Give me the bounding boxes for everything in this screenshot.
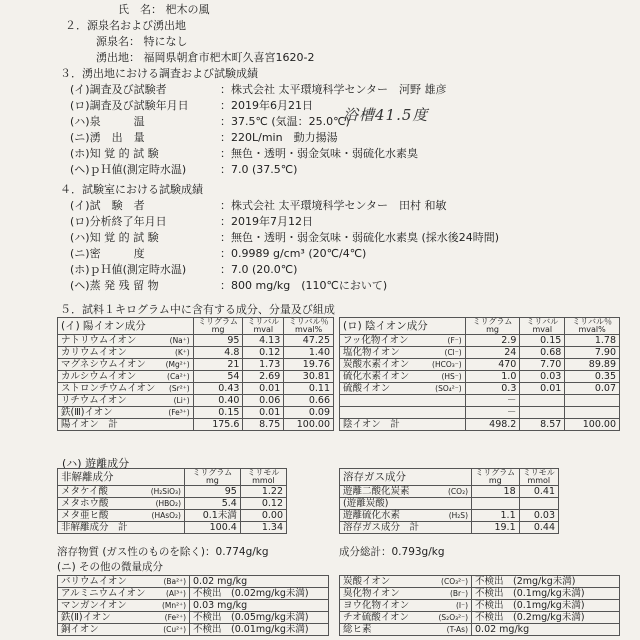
grand-total: 成分総計：0.793g/kg bbox=[339, 546, 445, 558]
ion-name: リチウムイオン bbox=[61, 395, 127, 406]
survey-key: (イ)調査及び試験者 bbox=[70, 83, 167, 96]
ion-name-cell bbox=[340, 486, 472, 498]
lab-test-row bbox=[70, 279, 387, 292]
value-cell: 0.11 bbox=[284, 383, 334, 395]
cation-h-pct-unit: mval% bbox=[294, 325, 323, 334]
ion-formula: (Sr²⁺) bbox=[169, 384, 190, 393]
ion-name: 硫酸イオン bbox=[343, 383, 391, 394]
trace-left-table bbox=[57, 575, 329, 636]
trace-name: 鉄(Ⅱ)イオン bbox=[61, 612, 111, 623]
cation-h-mval-label: ミリバル bbox=[247, 317, 280, 326]
trace-value: 0.03 mg/kg bbox=[190, 600, 329, 612]
anion-title: (ロ) 陰イオン成分 bbox=[340, 318, 466, 335]
ion-name-cell bbox=[340, 510, 472, 522]
value-cell: 7.90 bbox=[565, 347, 620, 359]
trace-name-cell bbox=[340, 588, 472, 600]
ion-formula: (HAsO₂) bbox=[151, 511, 181, 520]
value-cell: 4.13 bbox=[243, 335, 284, 347]
ion-name-cell bbox=[340, 395, 466, 407]
lab-test-value: ：7.0 (20.0℃) bbox=[220, 263, 298, 276]
ion-name-cell bbox=[58, 510, 185, 522]
section3-title: ３．湧出地における調査および試験成績 bbox=[60, 67, 258, 80]
trace-formula: (Cu²⁺) bbox=[163, 625, 186, 634]
ion-name: 塩化物イオン bbox=[343, 347, 400, 358]
value-cell bbox=[565, 395, 620, 407]
ion-formula: (Cl⁻) bbox=[444, 348, 462, 357]
dissolved-substance-total: 溶存物質 (ガス性のものを除く)：0.774g/kg bbox=[57, 546, 269, 558]
survey-row bbox=[70, 99, 313, 112]
total-label: 非解離成分 計 bbox=[58, 522, 185, 534]
ion-name: ナトリウムイオン bbox=[61, 335, 137, 346]
total-row bbox=[58, 419, 334, 431]
anion-h-mval bbox=[520, 318, 565, 335]
value-cell: 1.1 bbox=[472, 510, 520, 522]
survey-value: ：無色・透明・弱金気味・弱硫化水素臭 bbox=[220, 147, 418, 160]
trace-name-cell bbox=[340, 624, 472, 636]
trace-value: 不検出 (0.02mg/kg未満) bbox=[190, 588, 329, 600]
ion-name: メタホウ酸 bbox=[61, 498, 109, 509]
ion-name-cell bbox=[340, 383, 466, 395]
value-cell: 0.01 bbox=[243, 407, 284, 419]
ion-name-cell bbox=[340, 347, 466, 359]
table-row bbox=[58, 407, 334, 419]
undissoc-h-mmol bbox=[240, 469, 286, 486]
ion-formula: (H₂SiO₃) bbox=[150, 487, 181, 496]
value-cell: 24 bbox=[465, 347, 520, 359]
total-value: 1.34 bbox=[240, 522, 286, 534]
total-label: 溶存ガス成分 計 bbox=[340, 522, 472, 534]
value-cell: 0.00 bbox=[240, 510, 286, 522]
spring-location-value: 福岡県朝倉市杷木町久喜宮1620-2 bbox=[143, 51, 315, 64]
undissoc-h-mmol-label: ミリモル bbox=[247, 468, 280, 477]
ion-name: 遊離二酸化炭素 bbox=[343, 486, 410, 497]
value-cell bbox=[520, 395, 565, 407]
section5-title: ５．試料１キログラム中に含有する成分、分量及び組成 bbox=[60, 303, 335, 316]
value-cell: 1.73 bbox=[243, 359, 284, 371]
undissoc-h-mg-unit: mg bbox=[205, 476, 219, 485]
table-row bbox=[58, 335, 334, 347]
trace-name: チオ硫酸イオン bbox=[343, 612, 410, 623]
value-cell: 54 bbox=[193, 371, 243, 383]
lab-test-row bbox=[70, 215, 313, 228]
trace-value: 不検出 (0.2mg/kg未満) bbox=[472, 612, 620, 624]
anion-h-mval-label: ミリバル bbox=[526, 317, 559, 326]
ion-formula: (Na⁺) bbox=[169, 336, 190, 345]
trace-right-table bbox=[339, 575, 620, 636]
survey-value: ：220L/min 動力揚湯 bbox=[220, 131, 338, 144]
free-components-title: (ハ) 遊離成分 bbox=[62, 457, 130, 470]
value-cell: 19.76 bbox=[284, 359, 334, 371]
ion-name: メタ亜ヒ酸 bbox=[61, 510, 109, 521]
name-line bbox=[118, 3, 210, 16]
value-cell: 95 bbox=[185, 486, 241, 498]
source-name-label: 源泉名： bbox=[96, 35, 140, 48]
total-value: 100.00 bbox=[565, 419, 620, 431]
trace-name-cell bbox=[58, 612, 190, 624]
table-row bbox=[340, 510, 559, 522]
value-cell: 1.40 bbox=[284, 347, 334, 359]
total-value: 100.4 bbox=[185, 522, 241, 534]
ion-name-cell bbox=[58, 371, 194, 383]
survey-row bbox=[70, 83, 447, 96]
trace-formula: (CO₃²⁻) bbox=[441, 577, 468, 586]
gas-h-mmol-label: ミリモル bbox=[522, 468, 555, 477]
ion-name-cell bbox=[340, 335, 466, 347]
value-cell: 0.03 bbox=[520, 371, 565, 383]
trace-formula: (S₂O₃²⁻) bbox=[438, 613, 468, 622]
table-row bbox=[58, 510, 287, 522]
value-cell: 4.8 bbox=[193, 347, 243, 359]
value-cell: 1.22 bbox=[240, 486, 286, 498]
value-cell: 95 bbox=[193, 335, 243, 347]
trace-formula: (Mn²⁺) bbox=[161, 601, 186, 610]
table-row bbox=[340, 407, 620, 419]
trace-name-cell bbox=[340, 600, 472, 612]
trace-name: 臭化物イオン bbox=[343, 588, 400, 599]
cation-title: (イ) 陽イオン成分 bbox=[58, 318, 194, 335]
value-cell: 1.0 bbox=[465, 371, 520, 383]
cation-h-mg-unit: mg bbox=[211, 325, 225, 334]
value-cell: 1.78 bbox=[565, 335, 620, 347]
source-name-value: 特になし bbox=[143, 35, 188, 48]
cation-h-pct bbox=[284, 318, 334, 335]
trace-value: 不検出 (0.01mg/kg未満) bbox=[190, 624, 329, 636]
value-cell: 18 bbox=[472, 486, 520, 498]
ion-name: 鉄(Ⅲ)イオン bbox=[61, 407, 113, 418]
total-row bbox=[340, 522, 559, 534]
ion-name: (遊離炭酸) bbox=[343, 498, 389, 509]
value-cell: 2.69 bbox=[243, 371, 284, 383]
undissoc-h-mmol-unit: mmol bbox=[252, 476, 275, 485]
value-cell: 30.81 bbox=[284, 371, 334, 383]
value-cell: 470 bbox=[465, 359, 520, 371]
source-name-line bbox=[96, 35, 188, 48]
value-cell: 7.70 bbox=[520, 359, 565, 371]
ion-name-cell bbox=[58, 395, 194, 407]
survey-value: ：7.0 (37.5℃) bbox=[220, 163, 298, 176]
trace-name-cell bbox=[58, 576, 190, 588]
anion-h-pct-unit: mval% bbox=[578, 325, 606, 334]
value-cell: 0.40 bbox=[193, 395, 243, 407]
trace-value: 不検出 (0.1mg/kg未満) bbox=[472, 588, 620, 600]
undissoc-h-mg-label: ミリグラム bbox=[192, 468, 233, 477]
value-cell: 0.41 bbox=[519, 486, 558, 498]
value-cell: 0.43 bbox=[193, 383, 243, 395]
trace-name: バリウムイオン bbox=[61, 576, 127, 587]
trace-row bbox=[58, 624, 329, 636]
total-value: 19.1 bbox=[472, 522, 520, 534]
anion-h-pct-label: ミリバル％ bbox=[572, 317, 613, 326]
trace-row bbox=[58, 588, 329, 600]
table-row bbox=[340, 383, 620, 395]
value-cell: 0.01 bbox=[520, 383, 565, 395]
trace-name-cell bbox=[58, 588, 190, 600]
undissoc-title: 非解離成分 bbox=[58, 469, 185, 486]
value-cell: 0.12 bbox=[240, 498, 286, 510]
lab-test-value: ：2019年7月12日 bbox=[220, 215, 313, 228]
ion-formula: (Li⁺) bbox=[173, 396, 190, 405]
spring-location-line bbox=[96, 51, 314, 64]
trace-value: 不検出 (0.1mg/kg未満) bbox=[472, 600, 620, 612]
trace-name-cell bbox=[58, 600, 190, 612]
value-cell: 0.06 bbox=[243, 395, 284, 407]
ion-name-cell bbox=[340, 359, 466, 371]
ion-name: 遊離硫化水素 bbox=[343, 510, 401, 521]
value-cell: 47.25 bbox=[284, 335, 334, 347]
value-cell: － bbox=[465, 395, 520, 407]
section4-title: ４．試験室における試験成績 bbox=[60, 183, 203, 196]
gas-h-mg bbox=[472, 469, 520, 486]
value-cell: 0.15 bbox=[193, 407, 243, 419]
trace-row bbox=[340, 588, 620, 600]
trace-name: ヨウ化物イオン bbox=[343, 600, 410, 611]
survey-key: (ホ)知 覚 的 試 験 bbox=[70, 147, 159, 160]
trace-formula: (I⁻) bbox=[455, 601, 468, 610]
total-value: 175.6 bbox=[193, 419, 243, 431]
anion-table bbox=[339, 317, 620, 431]
cation-h-mg-label: ミリグラム bbox=[198, 317, 238, 326]
trace-title: (ニ) その他の微量成分 bbox=[57, 561, 164, 573]
ion-formula: (SO₄²⁻) bbox=[435, 384, 462, 393]
ion-name-cell bbox=[340, 371, 466, 383]
survey-value: ：株式会社 太平環境科学センター 河野 雄彦 bbox=[220, 83, 447, 96]
cation-h-mval bbox=[243, 318, 284, 335]
trace-name: 総ヒ素 bbox=[343, 624, 372, 635]
value-cell: 2.9 bbox=[465, 335, 520, 347]
trace-row bbox=[340, 612, 620, 624]
cation-h-mval-unit: mval bbox=[253, 325, 274, 334]
gas-h-mmol bbox=[519, 469, 558, 486]
spring-location-label: 湧出地： bbox=[96, 51, 140, 64]
cation-h-pct-label: ミリバル％ bbox=[288, 317, 329, 326]
ion-formula: (Ca²⁺) bbox=[167, 372, 190, 381]
dissolved-gas-table bbox=[339, 468, 559, 534]
name-label: 氏 名： bbox=[118, 3, 162, 16]
trace-name: 炭酸イオン bbox=[343, 576, 391, 587]
ion-name: カリウムイオン bbox=[61, 347, 127, 358]
value-cell: － bbox=[465, 407, 520, 419]
value-cell: 0.66 bbox=[284, 395, 334, 407]
trace-formula: (Br⁻) bbox=[449, 589, 468, 598]
value-cell: 5.4 bbox=[185, 498, 241, 510]
ion-name-cell bbox=[58, 407, 194, 419]
lab-test-key: (ホ)ｐＨ値(測定時水温) bbox=[70, 263, 187, 276]
trace-row bbox=[340, 624, 620, 636]
value-cell: 21 bbox=[193, 359, 243, 371]
survey-key: (ロ)調査及び試験年月日 bbox=[70, 99, 189, 112]
value-cell bbox=[519, 498, 558, 510]
trace-row bbox=[340, 600, 620, 612]
lab-test-row bbox=[70, 231, 499, 244]
total-value: 8.57 bbox=[520, 419, 565, 431]
ion-name: カルシウムイオン bbox=[61, 371, 137, 382]
lab-test-row bbox=[70, 199, 447, 212]
ion-name-cell bbox=[58, 498, 185, 510]
total-label: 陰イオン 計 bbox=[340, 419, 466, 431]
value-cell: 0.1未満 bbox=[185, 510, 241, 522]
trace-row bbox=[58, 612, 329, 624]
value-cell: 0.01 bbox=[243, 383, 284, 395]
total-value: 498.2 bbox=[465, 419, 520, 431]
trace-name-cell bbox=[58, 624, 190, 636]
lab-test-row bbox=[70, 263, 297, 276]
lab-test-value: ：無色・透明・弱金気味・弱硫化水素臭 (採水後24時間) bbox=[220, 231, 500, 244]
ion-formula: (HCO₃⁻) bbox=[432, 360, 462, 369]
total-label: 陽イオン 計 bbox=[58, 419, 194, 431]
ion-name-cell bbox=[58, 359, 194, 371]
value-cell: 0.15 bbox=[520, 335, 565, 347]
anion-h-mg-unit: mg bbox=[486, 325, 499, 334]
survey-key: (ハ)泉 温 bbox=[70, 115, 145, 128]
table-row bbox=[58, 486, 287, 498]
survey-key: (ニ)湧 出 量 bbox=[70, 131, 145, 144]
ion-name-cell bbox=[58, 383, 194, 395]
ion-formula: (F⁻) bbox=[447, 336, 462, 345]
total-value: 8.75 bbox=[243, 419, 284, 431]
ion-name-cell bbox=[58, 347, 194, 359]
table-row bbox=[340, 486, 559, 498]
ion-formula: (Mg²⁺) bbox=[165, 360, 190, 369]
survey-key: (ヘ)ｐＨ値(測定時水温) bbox=[70, 163, 187, 176]
table-row bbox=[340, 335, 620, 347]
lab-test-value: ：株式会社 太平環境科学センター 田村 和敏 bbox=[220, 199, 447, 212]
ion-formula: (H₂S) bbox=[448, 511, 468, 520]
table-row bbox=[340, 498, 559, 510]
trace-value: 不検出 (2mg/kg未満) bbox=[472, 576, 620, 588]
table-row bbox=[340, 347, 620, 359]
lab-test-value: ：0.9989 g/cm³ (20℃/4℃) bbox=[220, 247, 367, 260]
trace-formula: (Fe²⁺) bbox=[164, 613, 186, 622]
anion-h-mg-label: ミリグラム bbox=[472, 317, 513, 326]
lab-test-value: ：800 mg/kg (110℃において) bbox=[220, 279, 388, 292]
value-cell bbox=[520, 407, 565, 419]
ion-name-cell bbox=[58, 335, 194, 347]
trace-row bbox=[340, 576, 620, 588]
undissoc-h-mg bbox=[185, 469, 241, 486]
table-row bbox=[340, 359, 620, 371]
trace-formula: (T-As) bbox=[446, 625, 468, 634]
trace-value: 0.02 mg/kg bbox=[472, 624, 620, 636]
trace-name-cell bbox=[340, 576, 472, 588]
total-row bbox=[58, 522, 287, 534]
ion-name: 炭酸水素イオン bbox=[343, 359, 410, 370]
ion-name: メタケイ酸 bbox=[61, 486, 108, 497]
ion-name: フッ化物イオン bbox=[343, 335, 409, 346]
table-row bbox=[58, 395, 334, 407]
trace-value: 不検出 (0.05mg/kg未満) bbox=[190, 612, 329, 624]
ion-formula: (HBO₂) bbox=[155, 499, 181, 508]
total-value: 100.00 bbox=[284, 419, 334, 431]
value-cell: 0.12 bbox=[243, 347, 284, 359]
gas-title: 溶存ガス成分 bbox=[340, 469, 472, 486]
value-cell: 0.35 bbox=[565, 371, 620, 383]
trace-formula: (Ba²⁺) bbox=[163, 577, 186, 586]
value-cell bbox=[565, 407, 620, 419]
total-row bbox=[340, 419, 620, 431]
table-row bbox=[58, 498, 287, 510]
ion-name-cell bbox=[340, 498, 472, 510]
cation-table bbox=[57, 317, 334, 431]
value-cell bbox=[472, 498, 520, 510]
ion-name-cell bbox=[58, 486, 185, 498]
cation-h-mg bbox=[193, 318, 243, 335]
anion-h-mg bbox=[465, 318, 520, 335]
ion-formula: (CO₂) bbox=[448, 487, 468, 496]
value-cell: 0.3 bbox=[465, 383, 520, 395]
ion-name: マグネシウムイオン bbox=[61, 359, 146, 370]
trace-name-cell bbox=[340, 612, 472, 624]
gas-h-mmol-unit: mmol bbox=[527, 476, 551, 485]
name-value: 杷木の風 bbox=[165, 3, 210, 16]
table-row bbox=[58, 383, 334, 395]
trace-name: 銅イオン bbox=[61, 624, 99, 635]
table-row bbox=[340, 395, 620, 407]
trace-row bbox=[58, 576, 329, 588]
undissociated-table bbox=[57, 468, 287, 534]
anion-h-pct bbox=[565, 318, 620, 335]
lab-test-key: (ハ)知 覚 的 試 験 bbox=[70, 231, 159, 244]
section2-title: ２．源泉名および湧出地 bbox=[65, 19, 186, 32]
value-cell: 89.89 bbox=[565, 359, 620, 371]
ion-name: ストロンチウムイオン bbox=[61, 383, 156, 394]
value-cell: 0.09 bbox=[284, 407, 334, 419]
value-cell: 0.03 bbox=[519, 510, 558, 522]
survey-row bbox=[70, 147, 418, 160]
lab-test-key: (ロ)分析終了年月日 bbox=[70, 215, 167, 228]
trace-value: 0.02 mg/kg bbox=[190, 576, 329, 588]
table-row bbox=[340, 371, 620, 383]
survey-row bbox=[70, 163, 297, 176]
table-row bbox=[58, 371, 334, 383]
trace-formula: (Al³⁺) bbox=[165, 589, 186, 598]
ion-formula: (HS⁻) bbox=[441, 372, 462, 381]
handwritten-note: 浴槽41.5度 bbox=[343, 106, 429, 124]
ion-name-cell bbox=[340, 407, 466, 419]
trace-name: アルミニウムイオン bbox=[61, 588, 146, 599]
ion-formula: (K⁺) bbox=[174, 348, 190, 357]
survey-row bbox=[70, 115, 350, 128]
value-cell: 0.07 bbox=[565, 383, 620, 395]
survey-row bbox=[70, 131, 338, 144]
total-value: 0.44 bbox=[519, 522, 558, 534]
table-row bbox=[58, 359, 334, 371]
lab-test-key: (イ)試 験 者 bbox=[70, 199, 145, 212]
survey-value: ：37.5℃ (気温：25.0℃) bbox=[220, 115, 350, 128]
gas-h-mg-label: ミリグラム bbox=[475, 468, 516, 477]
gas-h-mg-unit: mg bbox=[488, 476, 502, 485]
value-cell: 0.68 bbox=[520, 347, 565, 359]
trace-name: マンガンイオン bbox=[61, 600, 127, 611]
survey-value: ：2019年6月21日 bbox=[220, 99, 313, 112]
anion-h-mval-unit: mval bbox=[532, 325, 553, 334]
lab-test-row bbox=[70, 247, 366, 260]
trace-row bbox=[58, 600, 329, 612]
lab-test-key: (ヘ)蒸 発 残 留 物 bbox=[70, 279, 159, 292]
table-row bbox=[58, 347, 334, 359]
ion-formula: (Fe³⁺) bbox=[168, 408, 190, 417]
ion-name: 硫化水素イオン bbox=[343, 371, 410, 382]
lab-test-key: (ニ)密 度 bbox=[70, 247, 145, 260]
